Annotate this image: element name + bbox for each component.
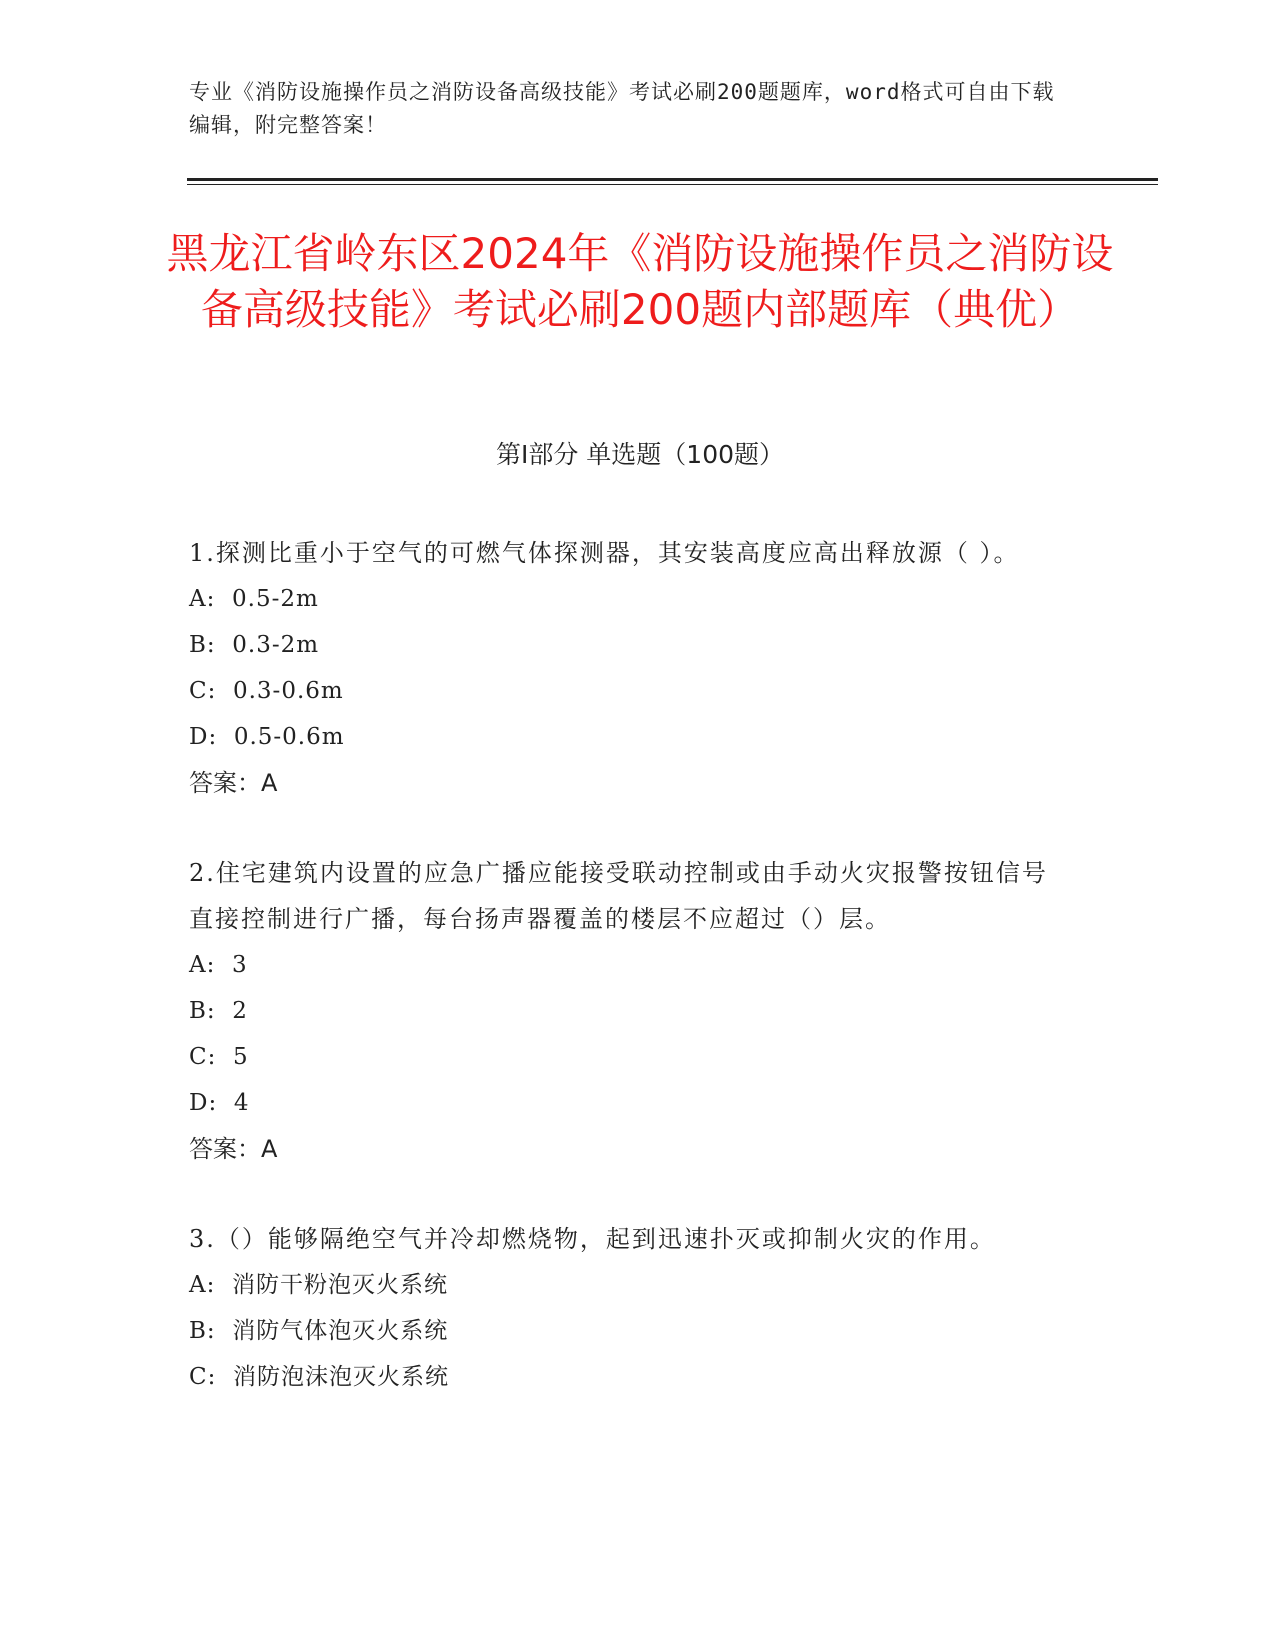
option-key: C xyxy=(189,1044,208,1070)
option-key: B xyxy=(189,998,207,1024)
header-divider-thin xyxy=(187,184,1158,185)
option-key: A xyxy=(189,1272,207,1298)
option-c: C: 0.3-0.6m xyxy=(189,678,344,704)
option-a: A: 消防干粉泡灭火系统 xyxy=(189,1272,448,1298)
answer: 答案：A xyxy=(189,1135,278,1163)
question-1 xyxy=(189,530,1069,806)
option-text: 4 xyxy=(233,1090,250,1116)
option-text: 消防干粉泡灭火系统 xyxy=(232,1272,448,1298)
header-divider-thick xyxy=(187,178,1158,181)
option-key: A xyxy=(189,952,207,978)
option-d: D: 0.5-0.6m xyxy=(189,724,345,750)
option-b: B: 2 xyxy=(189,998,248,1024)
option-a: A: 0.5-2m xyxy=(189,586,319,612)
answer: 答案：A xyxy=(189,769,278,797)
option-d: D: 4 xyxy=(189,1090,250,1116)
option-key: D xyxy=(189,724,209,750)
option-text: 0.5-2m xyxy=(232,586,319,612)
section-title: 第Ⅰ部分 单选题（100题） xyxy=(495,440,785,469)
question-stem: 2.住宅建筑内设置的应急广播应能接受联动控制或由手动火灾报警按钮信号直接控制进行广播，每台扬声器覆盖的楼层不应超过（）层。 xyxy=(189,859,1048,933)
option-key: A xyxy=(189,586,207,612)
option-text: 消防气体泡灭火系统 xyxy=(232,1318,449,1344)
question-3 xyxy=(189,1216,1069,1400)
question-2 xyxy=(189,850,1069,1172)
option-text: 0.3-2m xyxy=(232,632,320,658)
option-c: C: 消防泡沫泡灭火系统 xyxy=(189,1364,449,1390)
option-a: A: 3 xyxy=(189,952,248,978)
option-key: C xyxy=(189,1364,208,1390)
document-title: 黑龙江省岭东区2024年《消防设施操作员之消防设备高级技能》考试必刷200题内部题库（典优） xyxy=(166,229,1114,334)
option-text: 3 xyxy=(232,952,248,978)
option-key: D xyxy=(189,1090,209,1116)
option-c: C: 5 xyxy=(189,1044,249,1070)
option-text: 0.5-0.6m xyxy=(233,724,345,750)
option-key: C xyxy=(189,678,208,704)
option-text: 2 xyxy=(232,998,248,1024)
question-stem: 1.探测比重小于空气的可燃气体探测器，其安装高度应高出释放源（ ）。 xyxy=(189,539,1020,567)
header-note: 专业《消防设施操作员之消防设备高级技能》考试必刷200题题库，word格式可自由下载编辑，附完整答案！ xyxy=(189,80,1055,137)
question-list xyxy=(189,530,1069,1444)
question-stem: 3.（）能够隔绝空气并冷却燃烧物，起到迅速扑灭或抑制火灾的作用。 xyxy=(189,1225,996,1253)
option-text: 0.3-0.6m xyxy=(232,678,344,704)
option-text: 5 xyxy=(232,1044,249,1070)
option-b: B: 消防气体泡灭火系统 xyxy=(189,1318,449,1344)
option-text: 消防泡沫泡灭火系统 xyxy=(232,1364,449,1390)
option-key: B xyxy=(189,1318,207,1344)
option-key: B xyxy=(189,632,207,658)
option-b: B: 0.3-2m xyxy=(189,632,320,658)
